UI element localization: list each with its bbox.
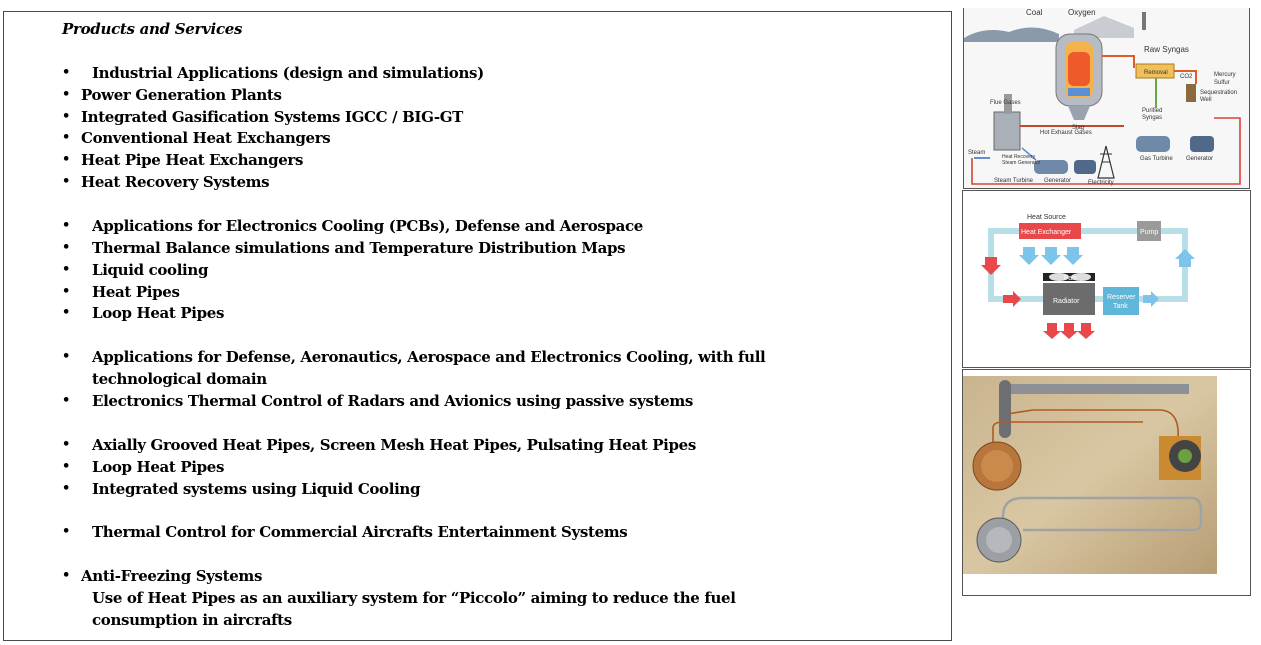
label-steam: Steam <box>968 150 986 156</box>
list-item: Heat Pipe Heat Exchangers <box>81 151 304 169</box>
bullet-icon: • <box>62 437 71 452</box>
bullet-icon: • <box>62 174 71 189</box>
gasification-plant-image <box>963 8 1250 189</box>
list-item: Electronics Thermal Control of Radars and Avionics using passive systems <box>92 392 693 410</box>
bullet-icon: • <box>62 109 71 124</box>
list-item: Thermal Balance simulations and Temperature Distribution Maps <box>92 239 626 257</box>
label-fan: Fan <box>1064 275 1077 282</box>
label-heat-source: Heat Source <box>1027 214 1066 221</box>
list-item: Heat Recovery Systems <box>81 173 270 191</box>
list-item: Power Generation Plants <box>81 86 282 104</box>
label-oxygen: Oxygen <box>1068 8 1096 17</box>
label-flue-gases: Flue Gases <box>990 100 1021 106</box>
bullet-icon: • <box>62 218 71 233</box>
list-item: Use of Heat Pipes as an auxiliary system for “Piccolo” aiming to reduce the fuel <box>92 589 736 607</box>
list-item: Loop Heat Pipes <box>92 304 225 322</box>
list-item: Liquid cooling <box>92 261 209 279</box>
label-reserver: Reserver <box>1107 294 1136 301</box>
label-radiator: Radiator <box>1053 298 1080 305</box>
bullet-icon: • <box>62 240 71 255</box>
label-raw-syngas: Raw Syngas <box>1144 45 1189 54</box>
bullet-icon: • <box>62 130 71 145</box>
label-heat-exchanger: Heat Exchanger <box>1021 229 1072 236</box>
label-removal: Removal <box>1144 70 1168 76</box>
heat-pipe-photo <box>962 369 1251 596</box>
bullet-icon: • <box>62 65 71 80</box>
bullet-icon: • <box>62 349 71 364</box>
bullet-icon: • <box>62 393 71 408</box>
label-mercury: Mercury <box>1214 72 1236 78</box>
bullet-icon: • <box>62 284 71 299</box>
list-item: consumption in aircrafts <box>92 611 292 629</box>
heat-pipe-photo-art <box>963 370 1251 596</box>
list-item: Loop Heat Pipes <box>92 458 225 476</box>
label-gas-turbine: Gas Turbine <box>1140 156 1173 162</box>
bullet-icon: • <box>62 524 71 539</box>
label-sulfur: Sulfur <box>1214 80 1230 86</box>
section-heading: Products and Services <box>62 20 243 38</box>
label-purified: Purified <box>1142 108 1163 114</box>
products-textbox <box>3 11 952 641</box>
cooling-loop-image <box>962 190 1251 368</box>
list-item: Heat Pipes <box>92 283 180 301</box>
cooling-loop-diagram <box>963 191 1251 368</box>
bullet-icon: • <box>62 568 71 583</box>
gasification-diagram <box>964 8 1250 189</box>
label-co2: CO2 <box>1180 74 1193 80</box>
bullet-icon: • <box>62 305 71 320</box>
bullet-icon: • <box>62 481 71 496</box>
bullet-icon: • <box>62 459 71 474</box>
label-pump: Pump <box>1140 229 1159 236</box>
list-item: Integrated Gasification Systems IGCC / BIG-GT <box>81 108 463 126</box>
list-item: Axially Grooved Heat Pipes, Screen Mesh Heat Pipes, Pulsating Heat Pipes <box>92 436 696 454</box>
label-slag: Slag <box>1072 125 1085 131</box>
bullet-icon: • <box>62 152 71 167</box>
label-tank: Tank <box>1113 303 1128 310</box>
list-item: Integrated systems using Liquid Cooling <box>92 480 421 498</box>
label-well: Well <box>1200 97 1212 103</box>
label-hrsg-1: Heat Recovery <box>1002 154 1036 160</box>
list-item: Applications for Defense, Aeronautics, Aerospace and Electronics Cooling, with full <box>92 348 766 366</box>
list-item: Anti-Freezing Systems <box>81 567 263 585</box>
label-electricity: Electricity <box>1088 180 1114 186</box>
label-sequestration: Sequestration <box>1200 90 1238 96</box>
bullet-icon: • <box>62 87 71 102</box>
list-item: Applications for Electronics Cooling (PCBs), Defense and Aerospace <box>92 217 643 235</box>
bullet-icon: • <box>62 262 71 277</box>
list-item: Industrial Applications (design and simulations) <box>92 64 484 82</box>
label-generator-2: Generator <box>1044 178 1072 184</box>
label-syngas: Syngas <box>1142 115 1163 121</box>
label-generator: Generator <box>1186 156 1214 162</box>
list-item: Conventional Heat Exchangers <box>81 129 331 147</box>
label-steam-turbine: Steam Turbine <box>994 178 1034 184</box>
list-item: Thermal Control for Commercial Aircrafts Entertainment Systems <box>92 523 628 541</box>
label-coal: Coal <box>1026 8 1043 17</box>
list-item: technological domain <box>92 370 267 388</box>
label-hrsg-2: Steam Generator <box>1002 160 1041 166</box>
label-hot-exhaust: Hot Exhaust Gases <box>1040 130 1092 136</box>
